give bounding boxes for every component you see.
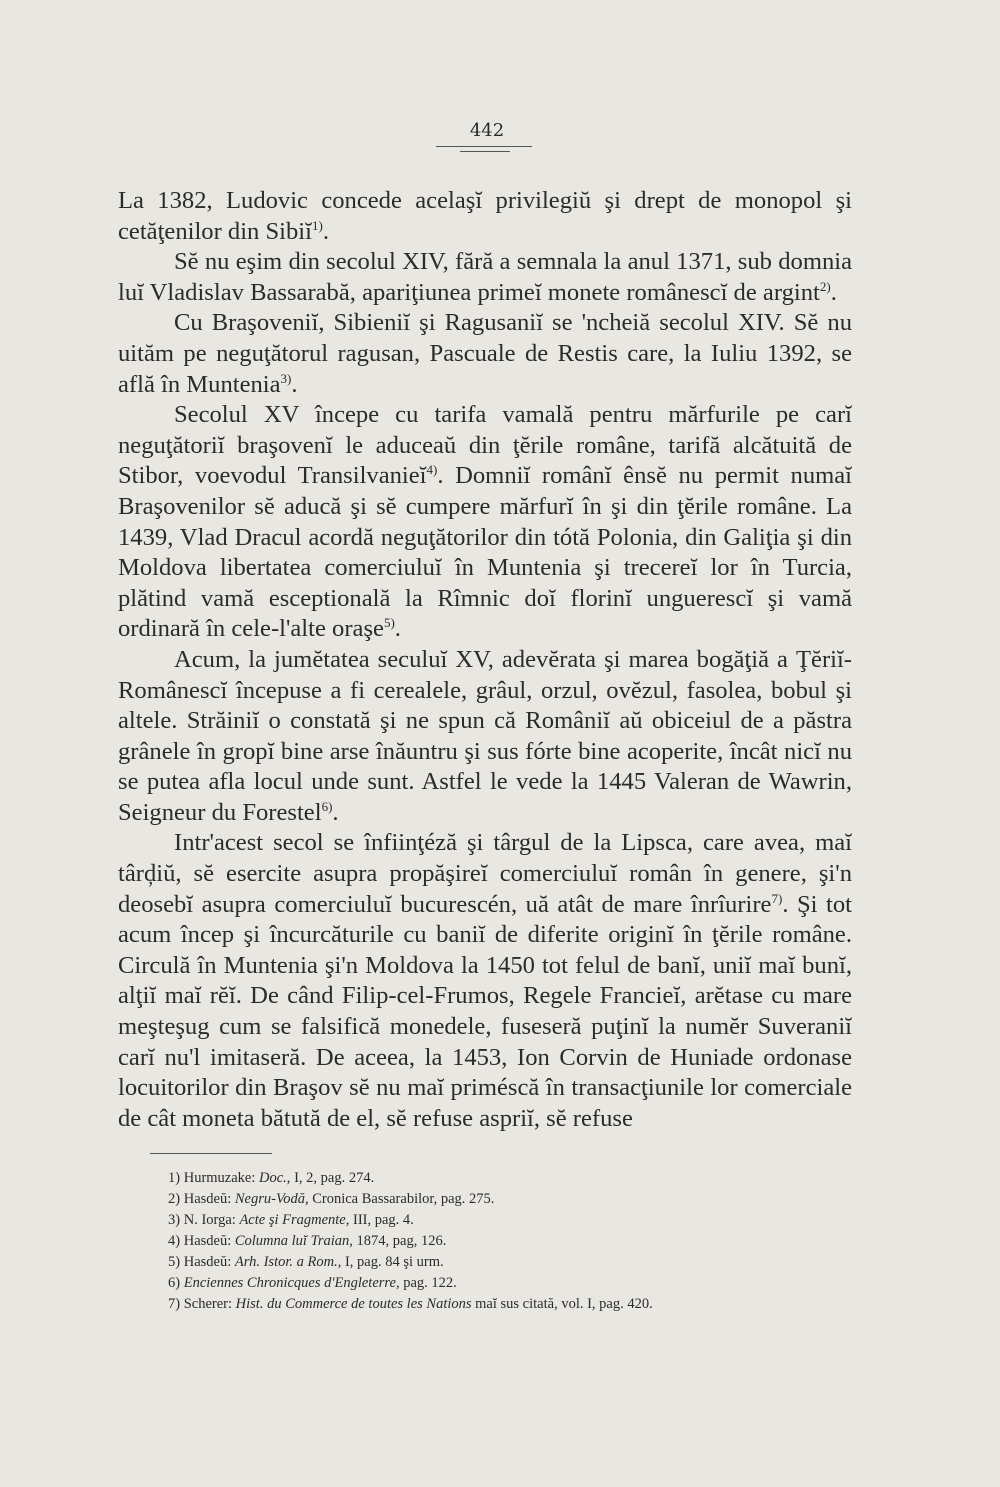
footnote-separator [150, 1153, 272, 1154]
page-number: 442 [469, 120, 505, 141]
footnote-3: 3) N. Iorga: Acte şi Fragmente, III, pag. 4. [168, 1212, 414, 1228]
footnote-ref-3: 3) [280, 370, 292, 386]
body-text [118, 186, 852, 1134]
footnote-6: 6) Enciennes Chronicques d'Engleterre, pag. 122. [168, 1275, 457, 1291]
page-number-rule-short [460, 151, 510, 152]
paragraph-3: Cu Braşoveniĭ, Sibieniĭ şi Ragusaniĭ se 'ncheiă secolul XIV. Sĕ nu uităm pe neguţătorul ragusan, Pascuale de Restis care, la Iuliu 1392, se află în Muntenia$^{3)}$. [118, 309, 852, 398]
footnote-5: 5) Hasdeŭ: Arh. Istor. a Rom., I, pag. 84 şi urm. [168, 1254, 444, 1270]
paragraph-2: Sĕ nu eşim din secolul XIV, fără a semnala la anul 1371, sub domnia luĭ Vladislav Bassarabă, apariţiunea primeĭ monete românescĭ de argint$^{2)}$. [118, 248, 852, 306]
footnote-ref-7: 7) [771, 890, 783, 906]
footnote-4: 4) Hasdeŭ: Columna luĭ Traian, 1874, pag, 126. [168, 1233, 447, 1249]
footnote-ref-6: 6) [321, 798, 333, 814]
footnote-2: 2) Hasdeŭ: Negru-Vodă, Cronica Bassarabilor, pag. 275. [168, 1191, 495, 1207]
paragraph-4: Secolul XV începe cu tarifa vamală pentru mărfurile pe carĭ neguţătoriĭ braşovenĭ le aduceaŭ din ţĕrile române, tarifă alcătuită de Stibor, voevodul Transilvanieĭ$^{4)}$. Domniĭ românĭ ênsĕ nu permit numaĭ Braşovenilor sĕ aducă şi sĕ cumpere mărfurĭ în şi din ţĕrile române. La 1439, Vlad Dracul acordă neguţătorilor din tótă Polonia, din Galiţia şi din Moldova libertatea comerciuluĭ în Muntenia şi trecereĭ lor în Turcia, plătind vamă esceptională la Rîmnic doĭ florinĭ unguerescĭ şi vamă ordinară în cele-l'alte oraşe$^{5)}$. [118, 401, 852, 643]
footnote-7: 7) Scherer: Hist. du Commerce de toutes les Nations maĭ sus citată, vol. I, pag. 420. [168, 1296, 653, 1312]
footnote-ref-4: 4) [426, 462, 438, 478]
footnote-ref-1: 1) [311, 217, 323, 233]
footnote-ref-5: 5) [383, 615, 395, 631]
footnote-ref-2: 2) [819, 278, 831, 294]
paragraph-6: Intr'acest secol se înfiinţéză şi târgul de la Lipsca, care avea, maĭ târḑiŭ, sĕ esercite asupra propăşireĭ comerciuluĭ român în genere, şi'n deosebĭ asupra comerciuluĭ bucurescén, uă atât de mare înrîurire$^{7)}$. Şi tot acum încep şi încurcăturile cu baniĭ de diferite originĭ în ţĕrile române. Circulă în Muntenia şi'n Moldova la 1450 tot felul de banĭ, uniĭ maĭ bunĭ, alţiĭ maĭ rĕĭ. De când Filip-cel-Frumos, Regele Francieĭ, arĕtase cu mare meşteşug cum se falsifică monedele, fuseseră puţinĭ la numĕr Suveraniĭ carĭ nu'l imitaseră. De aceea, la 1453, Ion Corvin de Huniade ordonase locuitorilor din Braşov sĕ nu maĭ priméscă în transacţiunile lor comerciale de cât moneta bătută de el, sĕ refuse aspriĭ, sĕ refuse [118, 829, 853, 1132]
paragraph-1: La 1382, Ludovic concede acelaşĭ privilegiŭ şi drept de monopol şi cetăţenilor din Sibiĭ$^{1)}$. [118, 187, 852, 245]
page-number-rule [436, 146, 532, 147]
footnotes [168, 1168, 868, 1315]
footnote-1: 1) Hurmuzake: Doc., I, 2, pag. 274. [168, 1170, 375, 1186]
paragraph-5: Acum, la jumĕtatea seculuĭ XV, adevĕrata şi marea bogăţiă a Ţĕriĭ-Românescĭ începuse a fi cerealele, grâul, orzul, ovĕzul, fasolea, bobul şi altele. Străiniĭ o constată şi ne spun că Româniĭ aŭ obiceiul de a păstra grânele în gropĭ bine arse înăuntru şi sus fórte bine acoperite, încât nicĭ nu se putea afla locul unde sunt. Astfel le vede la 1445 Valeran de Wawrin, Seigneur du Forestel$^{6)}$. [118, 645, 852, 826]
